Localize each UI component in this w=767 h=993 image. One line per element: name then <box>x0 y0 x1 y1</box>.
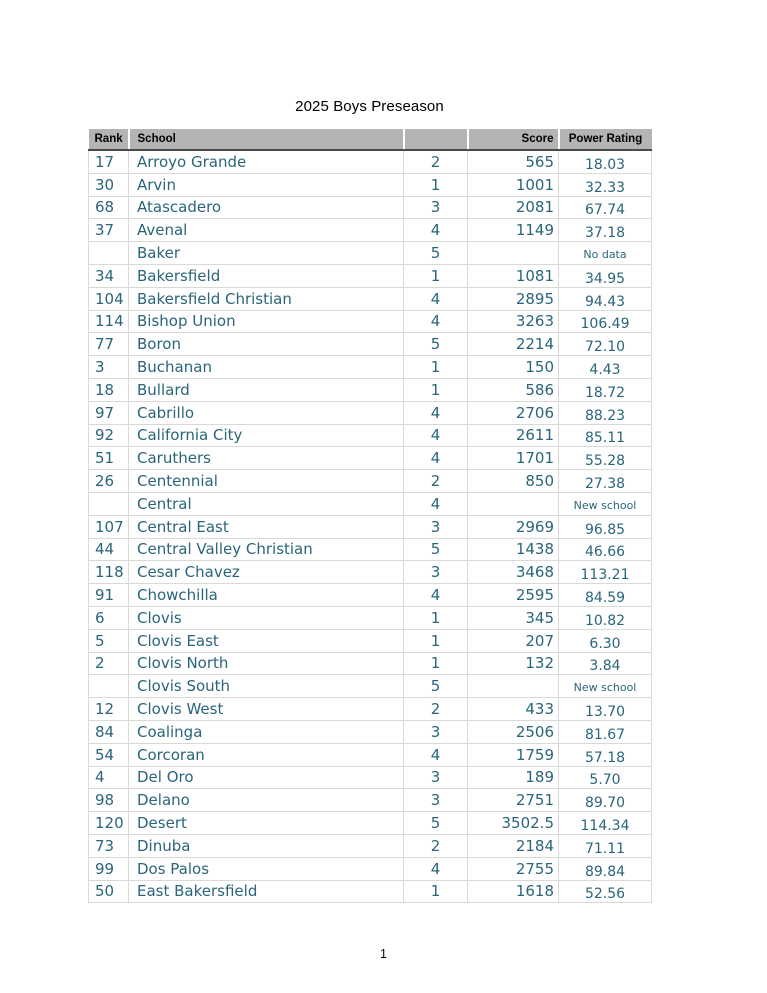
rank-cell <box>89 492 129 515</box>
score-cell: 2755 <box>468 857 559 880</box>
division-cell: 5 <box>404 333 468 356</box>
division-cell: 5 <box>404 812 468 835</box>
school-cell: Arvin <box>129 173 404 196</box>
power-rating-cell <box>559 492 652 515</box>
power-rating-value: 3.84 <box>589 658 621 675</box>
school-cell: Clovis East <box>129 629 404 652</box>
page-title: 2025 Boys Preseason <box>295 98 444 115</box>
power-rating-cell <box>559 606 652 629</box>
division-cell: 4 <box>404 584 468 607</box>
power-rating-cell <box>559 652 652 675</box>
school-cell: Baker <box>129 242 404 265</box>
power-rating-cell <box>559 857 652 880</box>
table-row <box>89 219 652 242</box>
table-row <box>89 857 652 880</box>
table-header <box>89 129 652 150</box>
table-row <box>89 196 652 219</box>
division-cell: 4 <box>404 287 468 310</box>
power-rating-value: 84.59 <box>584 590 626 607</box>
power-rating-cell <box>559 470 652 493</box>
score-cell: 189 <box>468 766 559 789</box>
score-cell: 2751 <box>468 789 559 812</box>
school-cell: Centennial <box>129 470 404 493</box>
score-cell: 3502.5 <box>468 812 559 835</box>
power-rating-value: 89.70 <box>584 795 626 812</box>
table-row <box>89 264 652 287</box>
rank-cell <box>89 242 129 265</box>
power-rating-cell <box>559 287 652 310</box>
score-cell: 132 <box>468 652 559 675</box>
score-cell: 3263 <box>468 310 559 333</box>
school-cell: Clovis West <box>129 698 404 721</box>
division-cell: 5 <box>404 675 468 698</box>
table-row <box>89 287 652 310</box>
rank-cell: 99 <box>89 857 129 880</box>
power-rating-cell <box>559 310 652 333</box>
division-cell: 1 <box>404 606 468 629</box>
table-row <box>89 880 652 903</box>
score-cell: 3468 <box>468 561 559 584</box>
power-rating-cell <box>559 333 652 356</box>
power-rating-note: No data <box>583 248 627 262</box>
rank-cell: 37 <box>89 219 129 242</box>
division-cell: 1 <box>404 378 468 401</box>
score-cell: 433 <box>468 698 559 721</box>
score-cell: 586 <box>468 378 559 401</box>
power-rating-cell <box>559 219 652 242</box>
power-rating-value: 96.85 <box>584 521 626 538</box>
rank-cell: 30 <box>89 173 129 196</box>
table-row <box>89 150 652 173</box>
school-cell: Atascadero <box>129 196 404 219</box>
score-cell: 1759 <box>468 743 559 766</box>
score-cell <box>468 675 559 698</box>
power-rating-cell <box>559 629 652 652</box>
power-rating-value: 46.66 <box>584 544 626 561</box>
power-rating-value: 81.67 <box>584 726 626 743</box>
power-rating-value: 72.10 <box>584 339 626 356</box>
division-cell: 1 <box>404 356 468 379</box>
division-cell: 3 <box>404 720 468 743</box>
power-rating-cell <box>559 424 652 447</box>
rank-cell: 44 <box>89 538 129 561</box>
rank-cell: 84 <box>89 720 129 743</box>
division-cell: 4 <box>404 857 468 880</box>
power-rating-cell <box>559 789 652 812</box>
table-row <box>89 789 652 812</box>
division-cell: 1 <box>404 652 468 675</box>
score-cell: 2595 <box>468 584 559 607</box>
score-cell <box>468 242 559 265</box>
school-cell: Clovis North <box>129 652 404 675</box>
rank-cell: 68 <box>89 196 129 219</box>
score-cell: 1001 <box>468 173 559 196</box>
table-row <box>89 652 652 675</box>
power-rating-cell <box>559 401 652 424</box>
power-rating-cell <box>559 880 652 903</box>
table-row <box>89 720 652 743</box>
rank-cell: 107 <box>89 515 129 538</box>
power-rating-value: 27.38 <box>584 476 626 493</box>
power-rating-note: New school <box>573 681 637 695</box>
power-rating-value: 32.33 <box>584 179 626 196</box>
table-row <box>89 675 652 698</box>
school-cell: Central Valley Christian <box>129 538 404 561</box>
table-row <box>89 470 652 493</box>
power-rating-cell <box>559 264 652 287</box>
school-cell: Coalinga <box>129 720 404 743</box>
rank-cell: 12 <box>89 698 129 721</box>
rank-cell: 118 <box>89 561 129 584</box>
division-cell: 4 <box>404 743 468 766</box>
power-rating-value: 37.18 <box>584 225 626 242</box>
power-rating-cell <box>559 743 652 766</box>
school-cell: Clovis <box>129 606 404 629</box>
power-rating-value: 52.56 <box>584 886 626 903</box>
power-rating-value: 10.82 <box>584 612 626 629</box>
power-rating-cell <box>559 720 652 743</box>
rank-cell: 97 <box>89 401 129 424</box>
rank-cell: 51 <box>89 447 129 470</box>
table-row <box>89 447 652 470</box>
rank-cell: 77 <box>89 333 129 356</box>
score-cell: 150 <box>468 356 559 379</box>
school-cell: Central <box>129 492 404 515</box>
power-rating-cell <box>559 766 652 789</box>
power-rating-cell <box>559 515 652 538</box>
table-row <box>89 173 652 196</box>
power-rating-cell <box>559 378 652 401</box>
rank-cell: 120 <box>89 812 129 835</box>
power-rating-value: 106.49 <box>580 316 630 333</box>
power-rating-value: 89.84 <box>584 863 626 880</box>
power-rating-cell <box>559 196 652 219</box>
score-cell: 850 <box>468 470 559 493</box>
school-cell: Cesar Chavez <box>129 561 404 584</box>
score-cell: 1618 <box>468 880 559 903</box>
school-cell: Bishop Union <box>129 310 404 333</box>
score-cell: 2895 <box>468 287 559 310</box>
table-row <box>89 310 652 333</box>
power-rating-value: 18.72 <box>584 384 626 401</box>
power-rating-cell <box>559 538 652 561</box>
header-school: School <box>129 129 404 150</box>
division-cell: 1 <box>404 880 468 903</box>
table-body <box>89 150 652 903</box>
power-rating-cell <box>559 812 652 835</box>
power-rating-cell <box>559 356 652 379</box>
division-cell: 5 <box>404 242 468 265</box>
power-rating-value: 71.11 <box>584 840 626 857</box>
rank-cell: 18 <box>89 378 129 401</box>
score-cell: 2184 <box>468 834 559 857</box>
school-cell: Cabrillo <box>129 401 404 424</box>
rank-cell: 91 <box>89 584 129 607</box>
score-cell: 2611 <box>468 424 559 447</box>
power-rating-value: 85.11 <box>584 430 626 447</box>
table-row <box>89 538 652 561</box>
school-cell: East Bakersfield <box>129 880 404 903</box>
division-cell: 4 <box>404 424 468 447</box>
power-rating-value: 13.70 <box>584 704 626 721</box>
rank-cell: 5 <box>89 629 129 652</box>
division-cell: 3 <box>404 196 468 219</box>
division-cell: 2 <box>404 834 468 857</box>
score-cell: 1149 <box>468 219 559 242</box>
division-cell: 1 <box>404 173 468 196</box>
rank-cell: 2 <box>89 652 129 675</box>
power-rating-value: 34.95 <box>584 270 626 287</box>
power-rating-value: 4.43 <box>589 362 621 379</box>
table-row <box>89 401 652 424</box>
table-row <box>89 584 652 607</box>
school-cell: Buchanan <box>129 356 404 379</box>
rank-cell: 34 <box>89 264 129 287</box>
page-number: 1 <box>380 947 387 961</box>
school-cell: California City <box>129 424 404 447</box>
division-cell: 4 <box>404 310 468 333</box>
table-row <box>89 766 652 789</box>
table-row <box>89 812 652 835</box>
power-rating-cell <box>559 584 652 607</box>
division-cell: 2 <box>404 698 468 721</box>
rank-cell: 98 <box>89 789 129 812</box>
power-rating-cell <box>559 242 652 265</box>
power-rating-value: 55.28 <box>584 453 626 470</box>
school-cell: Arroyo Grande <box>129 150 404 173</box>
score-cell: 1081 <box>468 264 559 287</box>
rank-cell: 50 <box>89 880 129 903</box>
school-cell: Bakersfield <box>129 264 404 287</box>
table-row <box>89 333 652 356</box>
division-cell: 2 <box>404 150 468 173</box>
power-rating-value: 88.23 <box>584 407 626 424</box>
score-cell: 565 <box>468 150 559 173</box>
school-cell: Bakersfield Christian <box>129 287 404 310</box>
school-cell: Chowchilla <box>129 584 404 607</box>
school-cell: Avenal <box>129 219 404 242</box>
header-power-rating: Power Rating <box>559 129 652 150</box>
score-cell: 2081 <box>468 196 559 219</box>
school-cell: Bullard <box>129 378 404 401</box>
score-cell: 2969 <box>468 515 559 538</box>
ranking-table <box>88 129 652 903</box>
power-rating-cell <box>559 834 652 857</box>
header-division <box>404 129 468 150</box>
division-cell: 4 <box>404 219 468 242</box>
power-rating-value: 18.03 <box>584 156 626 173</box>
division-cell: 4 <box>404 401 468 424</box>
rank-cell: 4 <box>89 766 129 789</box>
division-cell: 3 <box>404 561 468 584</box>
school-cell: Clovis South <box>129 675 404 698</box>
rank-cell: 3 <box>89 356 129 379</box>
school-cell: Caruthers <box>129 447 404 470</box>
school-cell: Del Oro <box>129 766 404 789</box>
rank-cell: 73 <box>89 834 129 857</box>
school-cell: Dos Palos <box>129 857 404 880</box>
power-rating-cell <box>559 173 652 196</box>
division-cell: 4 <box>404 492 468 515</box>
score-cell: 207 <box>468 629 559 652</box>
school-cell: Delano <box>129 789 404 812</box>
table-row <box>89 242 652 265</box>
school-cell: Desert <box>129 812 404 835</box>
division-cell: 2 <box>404 470 468 493</box>
division-cell: 3 <box>404 515 468 538</box>
header-rank: Rank <box>89 129 129 150</box>
power-rating-value: 67.74 <box>584 202 626 219</box>
power-rating-note: New school <box>573 498 637 512</box>
power-rating-cell <box>559 698 652 721</box>
rank-cell: 26 <box>89 470 129 493</box>
rank-cell: 17 <box>89 150 129 173</box>
school-cell: Corcoran <box>129 743 404 766</box>
rank-cell: 6 <box>89 606 129 629</box>
table-row <box>89 629 652 652</box>
power-rating-value: 114.34 <box>580 818 630 834</box>
school-cell: Boron <box>129 333 404 356</box>
table-row <box>89 743 652 766</box>
table-row <box>89 698 652 721</box>
table-row <box>89 492 652 515</box>
division-cell: 3 <box>404 789 468 812</box>
division-cell: 4 <box>404 447 468 470</box>
power-rating-value: 57.18 <box>584 749 626 766</box>
header-row <box>89 129 652 150</box>
power-rating-cell <box>559 561 652 584</box>
table-row <box>89 561 652 584</box>
power-rating-value: 6.30 <box>589 635 621 652</box>
power-rating-cell <box>559 447 652 470</box>
table-row <box>89 515 652 538</box>
power-rating-value: 5.70 <box>589 772 621 789</box>
power-rating-cell <box>559 150 652 173</box>
power-rating-value: 94.43 <box>584 293 626 310</box>
score-cell: 1438 <box>468 538 559 561</box>
division-cell: 5 <box>404 538 468 561</box>
header-score: Score <box>468 129 559 150</box>
power-rating-cell <box>559 675 652 698</box>
rank-cell: 92 <box>89 424 129 447</box>
score-cell: 2506 <box>468 720 559 743</box>
table-row <box>89 356 652 379</box>
division-cell: 1 <box>404 629 468 652</box>
division-cell: 3 <box>404 766 468 789</box>
score-cell: 345 <box>468 606 559 629</box>
school-cell: Dinuba <box>129 834 404 857</box>
power-rating-value: 113.21 <box>580 567 630 584</box>
table-row <box>89 606 652 629</box>
rank-cell: 54 <box>89 743 129 766</box>
division-cell: 1 <box>404 264 468 287</box>
table-row <box>89 834 652 857</box>
school-cell: Central East <box>129 515 404 538</box>
rank-cell: 104 <box>89 287 129 310</box>
table-row <box>89 378 652 401</box>
score-cell: 2214 <box>468 333 559 356</box>
table-row <box>89 424 652 447</box>
score-cell: 1701 <box>468 447 559 470</box>
rank-cell <box>89 675 129 698</box>
score-cell <box>468 492 559 515</box>
score-cell: 2706 <box>468 401 559 424</box>
rank-cell: 114 <box>89 310 129 333</box>
